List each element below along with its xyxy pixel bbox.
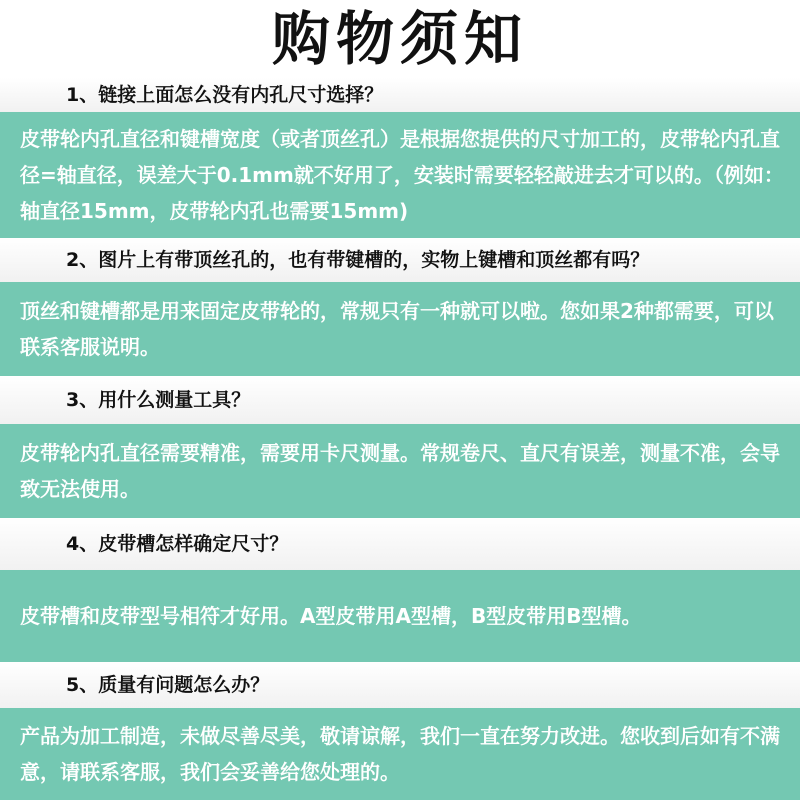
- faq-answer-1: [0, 112, 800, 238]
- faq-answer-1-text: 皮带轮内孔直径和键槽宽度（或者顶丝孔）是根据您提供的尺寸加工的，皮带轮内孔直径=轴直径，误差大于0.1mm就不好用了，安装时需要轻轻敲进去才可以的。（例如：轴直径15mm，皮带轮内孔也需要15mm): [20, 127, 784, 223]
- faq-answer-3-text: 皮带轮内孔直径需要精准，需要用卡尺测量。常规卷尺、直尺有误差，测量不准，会导致无法使用。: [20, 441, 780, 501]
- faq-answer-3: [0, 424, 800, 518]
- faq-answer-4: [0, 570, 800, 662]
- faq-question-2: 2、图片上有带顶丝孔的，也有带键槽的，实物上键槽和顶丝都有吗？: [0, 238, 800, 282]
- faq-answer-4-text: 皮带槽和皮带型号相符才好用。A型皮带用A型槽，B型皮带用B型槽。: [20, 604, 642, 628]
- faq-question-5: 5、质量有问题怎么办？: [0, 662, 800, 708]
- faq-question-1: 1、链接上面怎么没有内孔尺寸选择？: [0, 78, 800, 112]
- faq-question-3: 3、用什么测量工具？: [0, 376, 800, 424]
- faq-answer-5-text: 产品为加工制造，未做尽善尽美，敬请谅解，我们一直在努力改进。您收到后如有不满意，请联系客服，我们会妥善给您处理的。: [20, 724, 780, 784]
- faq-answer-2: [0, 282, 800, 376]
- faq-answer-2-text: 顶丝和键槽都是用来固定皮带轮的，常规只有一种就可以啦。您如果2种都需要，可以联系客服说明。: [20, 299, 774, 359]
- faq-answer-5: [0, 708, 800, 800]
- page-title: 购物须知: [271, 5, 528, 73]
- faq-question-4: 4、皮带槽怎样确定尺寸？: [0, 518, 800, 570]
